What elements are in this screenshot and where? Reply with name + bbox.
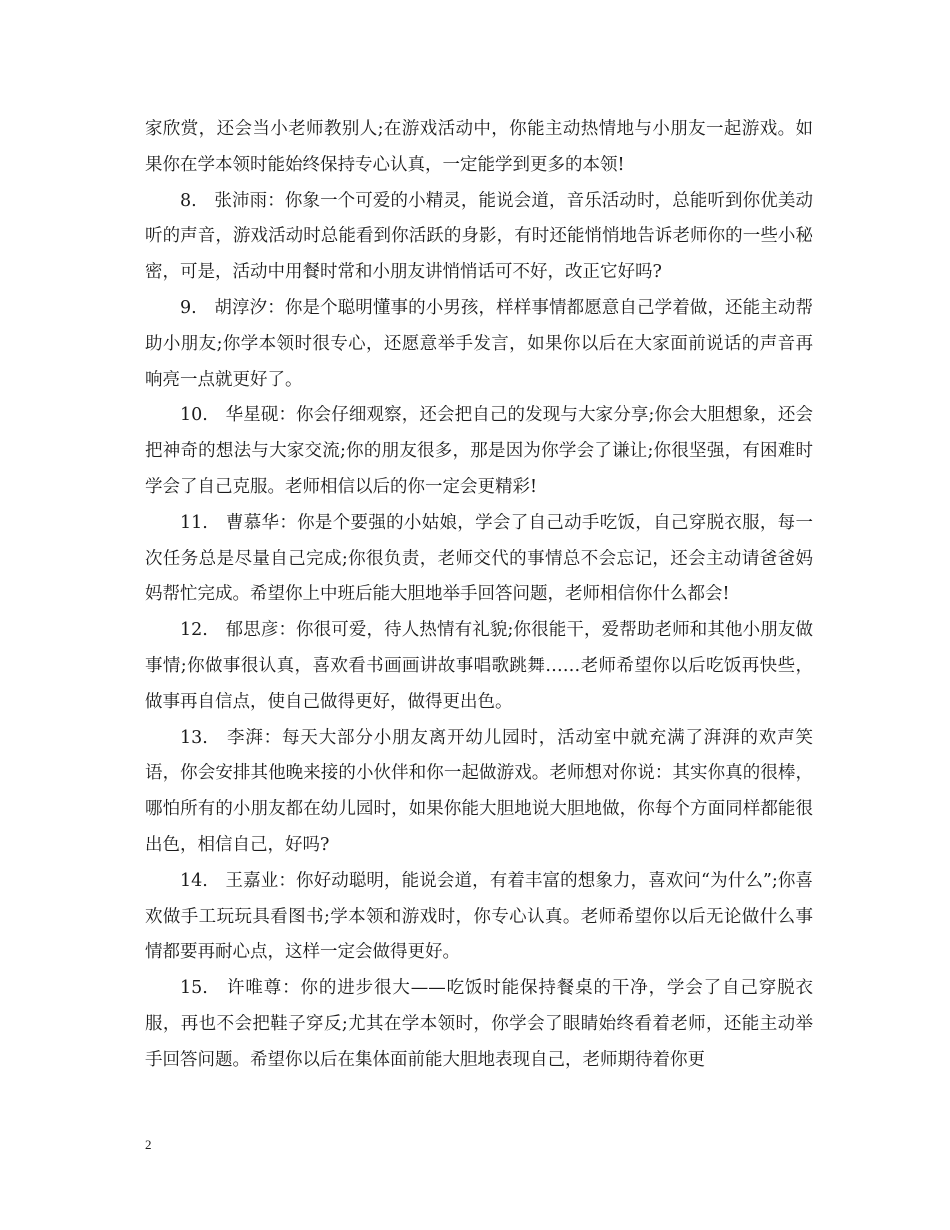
comment-item-10: 10. 华星砚：你会仔细观察，还会把自己的发现与大家分享;你会大胆想象，还会把神奇的想法与大家交流;你的朋友很多，那是因为你学会了谦让;你很坚强，有困难时学会了自己克服。老师相信以后的你一定会更精彩! bbox=[145, 405, 813, 497]
continuation-paragraph: 家欣赏，还会当小老师教别人;在游戏活动中，你能主动热情地与小朋友一起游戏。如果你在学本领时能始终保持专心认真，一定能学到更多的本领! bbox=[145, 119, 813, 175]
comment-item-14: 14. 王嘉业：你好动聪明，能说会道，有着丰富的想象力，喜欢问“为什么”;你喜欢做手工玩玩具看图书;学本领和游戏时，你专心认真。老师希望你以后无论做什么事情都要再耐心点，这样一定会做得更好。 bbox=[145, 870, 813, 963]
comment-item-15: 15. 许唯尊：你的进步很大——吃饭时能保持餐桌的干净，学会了自己穿脱衣服，再也不会把鞋子穿反;尤其在学本领时，你学会了眼睛始终看着老师，还能主动举手回答问题。希望你以后在集体面前能大胆地表现自己，老师期待着你更 bbox=[145, 978, 813, 1070]
page-number: 2 bbox=[145, 1137, 152, 1152]
comment-item-12: 12. 郁思彦：你很可爱，待人热情有礼貌;你很能干，爱帮助老师和其他小朋友做事情;你做事很认真，喜欢看书画画讲故事唱歌跳舞……老师希望你以后吃饭再快些，做事再自信点，使自己做得更好，做得更出色。 bbox=[145, 620, 813, 712]
comment-item-13: 13. 李湃：每天大部分小朋友离开幼儿园时，活动室中就充满了湃湃的欢声笑语，你会安排其他晚来接的小伙伴和你一起做游戏。老师想对你说：其实你真的很棒，哪怕所有的小朋友都在幼儿园时，如果你能大胆地说大胆地做，你每个方面同样都能很出色，相信自己，好吗? bbox=[145, 727, 813, 855]
comment-item-8: 8. 张沛雨：你象一个可爱的小精灵，能说会道，音乐活动时，总能听到你优美动听的声音，游戏活动时总能看到你活跃的身影，有时还能悄悄地告诉老师你的一些小秘密，可是，活动中用餐时常和小朋友讲悄悄话可不好，改正它好吗? bbox=[145, 190, 813, 283]
comment-item-11: 11. 曹慕华：你是个要强的小姑娘，学会了自己动手吃饭，自己穿脱衣服，每一次任务总是尽量自己完成;你很负责，老师交代的事情总不会忘记，还会主动请爸爸妈妈帮忙完成。希望你上中班后能大胆地举手回答问题，老师相信你什么都会! bbox=[145, 512, 813, 605]
comment-item-9: 9. 胡淳汐：你是个聪明懂事的小男孩，样样事情都愿意自己学着做，还能主动帮助小朋友;你学本领时很专心，还愿意举手发言，如果你以后在大家面前说话的声音再响亮一点就更好了。 bbox=[145, 297, 813, 390]
document-body bbox=[145, 112, 813, 1079]
